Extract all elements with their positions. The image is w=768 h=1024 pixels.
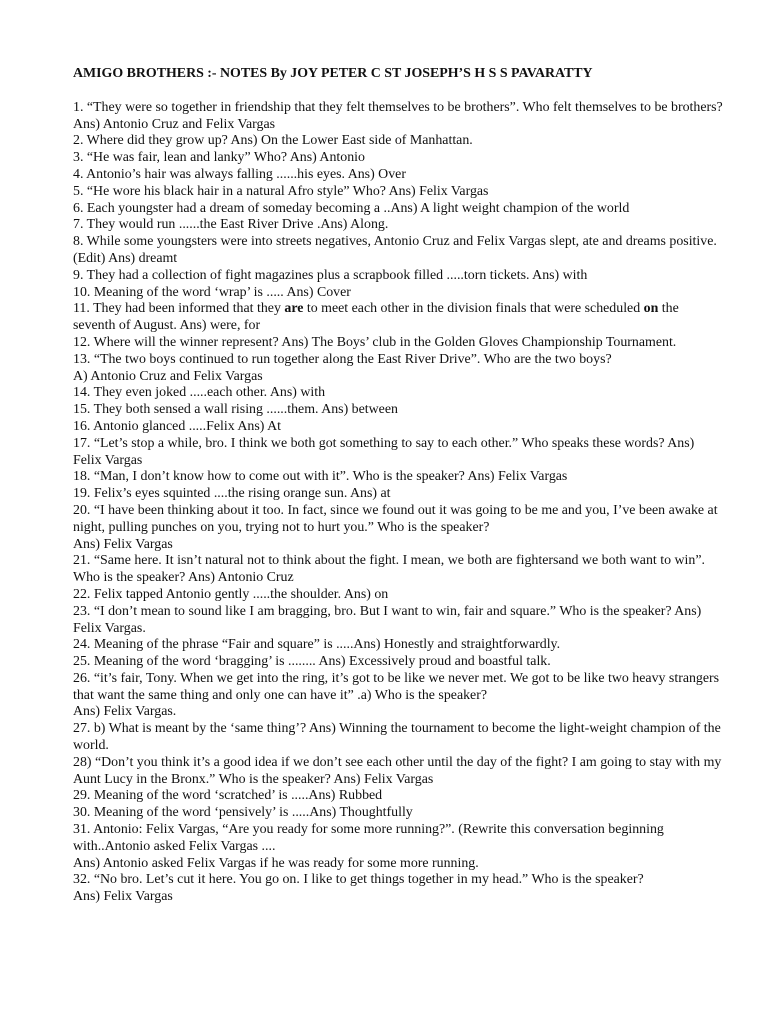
note-line: 12. Where will the winner represent? Ans) The Boys’ club in the Golden Gloves Championship Tournament. [73,334,677,350]
document-title: AMIGO BROTHERS :- NOTES By JOY PETER C ST JOSEPH’S H S S PAVARATTY [73,66,593,81]
note-line: 32. “No bro. Let’s cut it here. You go on. I like to get things together in my head.” Who is the speaker? [73,872,644,888]
note-line: 9. They had a collection of fight magazines plus a scrapbook filled .....torn tickets. Ans) with [73,267,588,283]
note-line: 26. “it’s fair, Tony. When we get into the ring, it’s got to be like we never met. We got to be like two heavy strangers that want the same thing and only one can have it” .a) Who is the speaker? [73,670,720,703]
note-line: 28) “Don’t you think it’s a good idea if we don’t see each other until the day of the fight? I am going to stay with my Aunt Lucy in the Bronx.” Who is the speaker? Ans) Felix Vargas [73,754,722,787]
note-line: 18. “Man, I don’t know how to come out with it”. Who is the speaker? Ans) Felix Vargas [73,469,568,485]
notes-block-1 [73,100,723,302]
document-page [73,66,723,906]
note-line: 6. Each youngster had a dream of someday becoming a ..Ans) A light weight champion of the world [73,200,630,216]
note-line: 16. Antonio glanced .....Felix Ans) At [73,418,281,434]
note-line: Ans) Antonio asked Felix Vargas if he was ready for some more running. [73,855,479,871]
note-line: 21. “Same here. It isn’t natural not to think about the fight. I mean, we both are fightersand we both want to win”. Who is the speaker? Ans) Antonio Cruz [73,553,705,586]
note-line: 2. Where did they grow up? Ans) On the Lower East side of Manhattan. [73,133,473,149]
note-line: 29. Meaning of the word ‘scratched’ is .....Ans) Rubbed [73,788,383,804]
note-line-11 [73,301,723,335]
note-line: Ans) Felix Vargas [73,889,173,905]
note-line-11-bold: are [284,301,304,317]
note-line-11-part: to meet each other in the division finals that were scheduled [303,301,644,317]
note-line-11-part: the seventh of August. Ans) were, for [73,301,679,334]
note-line: 8. While some youngsters were into streets negatives, Antonio Cruz and Felix Vargas slept, ate and dreams positive. (Edit) Ans) dreamt [73,234,717,266]
note-line: 19. Felix’s eyes squinted ....the rising orange sun. Ans) at [73,486,391,502]
note-line: A) Antonio Cruz and Felix Vargas [73,368,263,384]
note-line: 4. Antonio’s hair was always falling ......his eyes. Ans) Over [73,166,406,182]
note-line-11-bold: on [643,301,659,317]
note-line: 24. Meaning of the phrase “Fair and square” is .....Ans) Honestly and straightforwardly. [73,637,561,653]
note-line: 10. Meaning of the word ‘wrap’ is ..... Ans) Cover [73,284,351,300]
note-line: 27. b) What is meant by the ‘same thing’? Ans) Winning the tournament to become the light-weight champion of the world. [73,721,721,754]
note-line: 3. “He was fair, lean and lanky” Who? Ans) Antonio [73,150,365,166]
note-line: Ans) Felix Vargas. [73,704,177,720]
note-line: 22. Felix tapped Antonio gently .....the shoulder. Ans) on [73,586,389,602]
note-line: 13. “The two boys continued to run together along the East River Drive”. Who are the two boys? [73,351,612,367]
note-line: 15. They both sensed a wall rising ......them. Ans) between [73,402,398,418]
notes-block-2 [73,335,723,906]
note-line-11-part: 11. They had been informed that they [73,301,285,317]
note-line: 20. “I have been thinking about it too. In fact, since we found out it was going to be me and you, I’ve been awake at night, pulling punches on you, trying not to hurt you.” Who is the speaker? [73,502,718,535]
note-line: 25. Meaning of the word ‘bragging’ is ........ Ans) Excessively proud and boastful talk. [73,654,551,670]
note-line: 30. Meaning of the word ‘pensively’ is .....Ans) Thoughtfully [73,805,413,821]
note-line: 7. They would run ......the East River Drive .Ans) Along. [73,217,389,233]
note-line: Ans) Felix Vargas [73,536,173,552]
note-line: 1. “They were so together in friendship that they felt themselves to be brothers”. Who felt themselves to be brothers? Ans) Antonio Cruz and Felix Vargas [73,99,723,132]
note-line: 31. Antonio: Felix Vargas, “Are you ready for some more running?”. (Rewrite this conversation beginning with..Antonio asked Felix Vargas .... [73,822,664,854]
note-line: 5. “He wore his black hair in a natural Afro style” Who? Ans) Felix Vargas [73,183,489,199]
note-line: 14. They even joked .....each other. Ans) with [73,385,326,401]
note-line: 23. “I don’t mean to sound like I am bragging, bro. But I want to win, fair and square.” Who is the speaker? Ans) Felix Vargas. [73,603,702,636]
note-line: 17. “Let’s stop a while, bro. I think we both got something to say to each other.” Who speaks these words? Ans) Felix Vargas [73,435,695,468]
